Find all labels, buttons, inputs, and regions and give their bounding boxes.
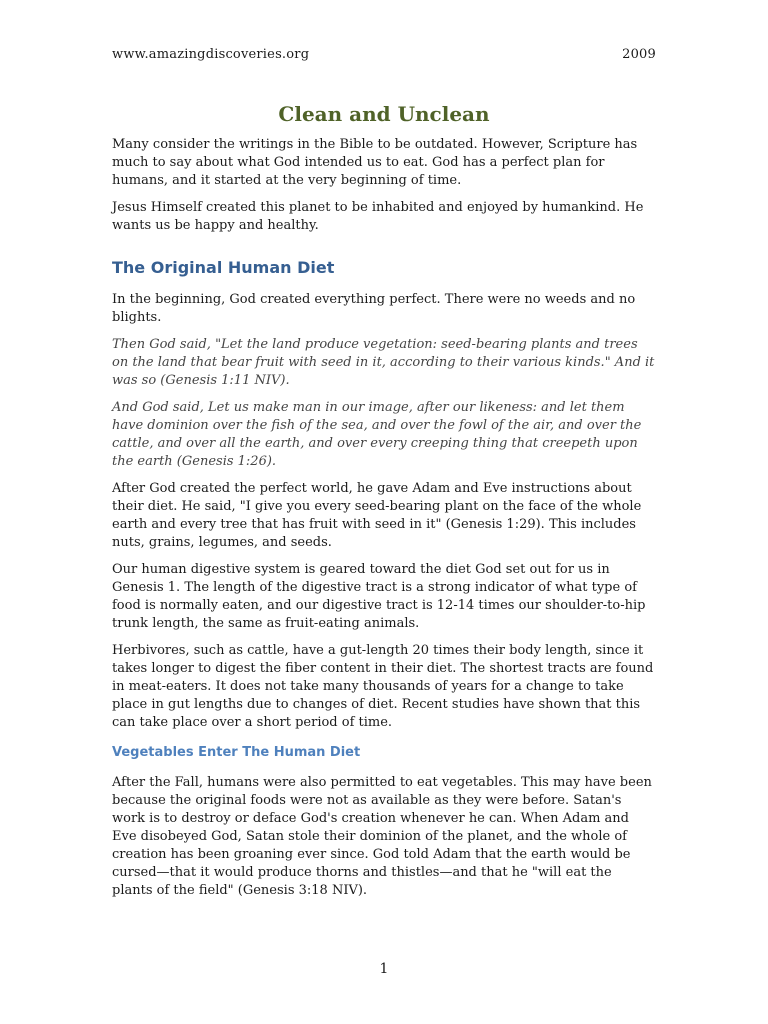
document-title: Clean and Unclean (278, 102, 490, 126)
header-year: 2009 (622, 47, 656, 62)
page-number: 1 (379, 961, 389, 977)
section1-paragraph-4: Herbivores, such as cattle, have a gut-length 20 times their body length, since it takes longer to digest the fiber content in their diet. The shortest tracts are found in meat-eaters. It does not take many thousands of years for a change to take place in gut lengths due to changes of diet. Recent studies have shown that this can take place over a short period of time. (112, 643, 654, 730)
document-body (112, 136, 656, 909)
section1-quote-2: And God said, Let us make man in our image, after our likeness: and let them have dominion over the fish of the sea, and over the fowl of the air, and over the cattle, and over all the earth, and over every creeping thing that creepeth upon the earth (Genesis 1:26). (112, 400, 642, 469)
intro-paragraph-1: Many consider the writings in the Bible to be outdated. However, Scripture has much to say about what God intended us to eat. God has a perfect plan for humans, and it started at the very beginning of time. (112, 137, 638, 188)
section1-paragraph-2: After God created the perfect world, he gave Adam and Eve instructions about their diet. He said, "I give you every seed-bearing plant on the face of the whole earth and every tree that has fruit with seed in it" (Genesis 1:29). This includes nuts, grains, legumes, and seeds. (112, 481, 642, 550)
page-header (112, 47, 656, 63)
section1-quote-1: Then God said, "Let the land produce vegetation: seed-bearing plants and trees on the land that bear fruit with seed in it, according to their various kinds." And it was so (Genesis 1:11 NIV). (112, 337, 655, 388)
section2-paragraph-1: After the Fall, humans were also permitted to eat vegetables. This may have been because the original foods were not as available as they were before. Satan's work is to destroy or deface God's creation whenever he can. When Adam and Eve disobeyed God, Satan stole their dominion of the planet, and the whole of creation has been groaning ever since. God told Adam that the earth would be cursed—that it would produce thorns and thistles—and that he "will eat the plants of the field" (Genesis 3:18 NIV). (112, 775, 652, 898)
section1-paragraph-1: In the beginning, God created everything perfect. There were no weeds and no blights. (112, 292, 636, 325)
section-heading-original-diet: The Original Human Diet (112, 258, 335, 277)
intro-paragraph-2: Jesus Himself created this planet to be inhabited and enjoyed by humankind. He wants us be happy and healthy. (112, 200, 644, 233)
header-site: www.amazingdiscoveries.org (112, 47, 310, 62)
section1-paragraph-3: Our human digestive system is geared toward the diet God set out for us in Genesis 1. The length of the digestive tract is a strong indicator of what type of food is normally eaten, and our digestive tract is 12-14 times our shoulder-to-hip trunk length, the same as fruit-eating animals. (112, 562, 646, 631)
subsection-heading-vegetables: Vegetables Enter The Human Diet (112, 745, 361, 760)
